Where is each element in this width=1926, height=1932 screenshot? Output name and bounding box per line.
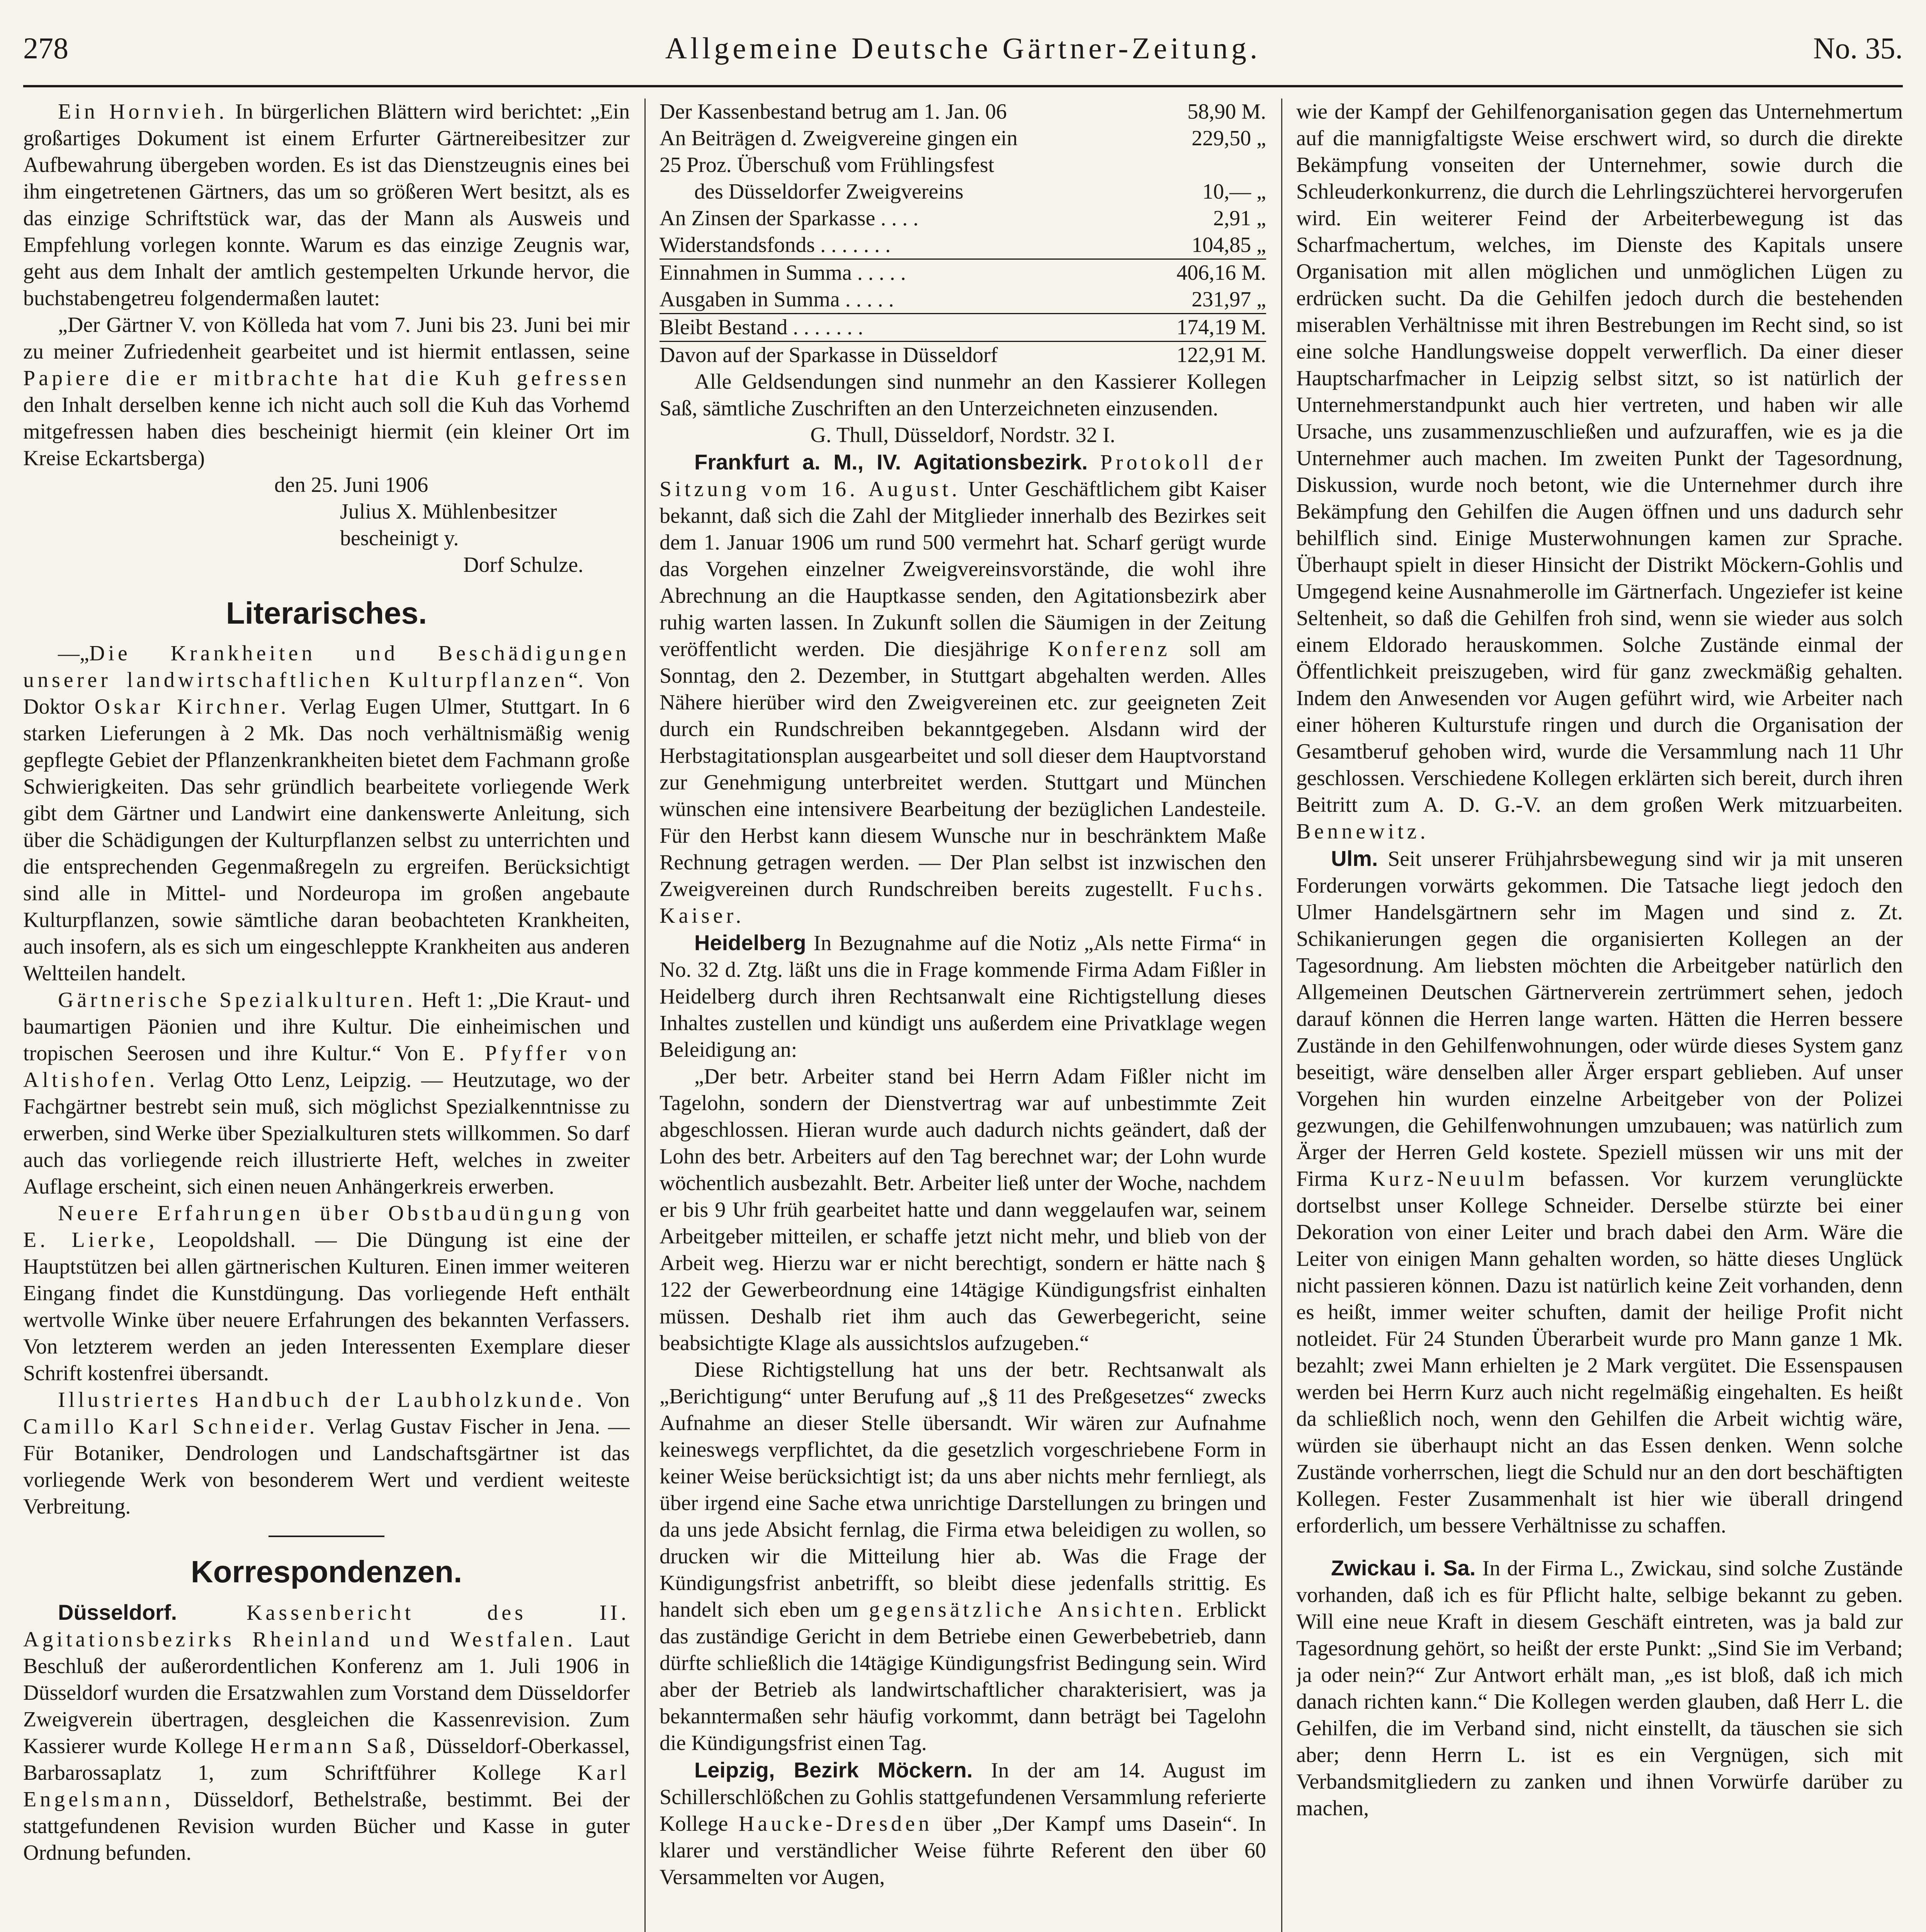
table-row: An Beiträgen d. Zweigvereine gingen ein 229,50 „ xyxy=(660,126,1266,150)
table-row: An Zinsen der Sparkasse . . . . 2,91 „ xyxy=(660,206,1266,230)
newspaper-page xyxy=(23,15,1903,1932)
section-divider xyxy=(269,1536,384,1537)
table-row: Bleibt Bestand . . . . . . . 174,19 M. xyxy=(660,314,1266,342)
quoted-certificate: „Der Gärtner V. von Kölleda hat vom 7. Juni bis 23. Juni bei mir zu meiner Zufriedenheit gearbeitet und ist hiermit entlassen, seine Papiere die er mitbrachte hat die Kuh gefressen den Inhalt derselben kenne ich nicht auch soll die Kuh das Vorhemd mitgefressen haben dies bescheinigt hiermit (ein kleiner Ort im Kreise Eckartsberga) xyxy=(23,313,630,470)
review-pfyffer: Gärtnerische Spezialkulturen. Heft 1: „Die Kraut- und baumartigen Päonien und ihre Kultur. Die einheimischen und tropischen Seerosen und ihre Kultur.“ Von E. Pfyffer von Altishofen. Verlag Otto Lenz, Leipzig. — Heutzutage, wo der Fachgärtner bestrebt sein muß, sich möglichst Spezialkenntnisse zu erwerben, sind Werke über Spezialkulturen stets willkommen. So darf auch das vorliegende reich illustrierte Heft, welches in zweiter Auflage erscheint, sich einen neuen Anhängerkreis erwerben. xyxy=(23,988,630,1199)
paragraph: Alle Geldsendungen sind nunmehr an den Kassierer Kollegen Saß, sämtliche Zuschriften an den Unterzeichneten einzusenden. xyxy=(660,370,1266,420)
article-hornvieh: Ein Hornvieh. In bürgerlichen Blättern wird berichtet: „Ein großartiges Dokument ist einem Erfurter Gärtnereibesitzer zur Aufbewahrung übergeben worden. Es ist das Dienstzeugnis eines bei ihm eingetretenen Gärtners, das um so größeren Wert besitzt, als es das einzige Schriftstück war, das der Mann als Ausweis und Empfehlung vorlegen konnte. Warum es das einzige Zeugnis war, geht aus dem Inhalt der amtlich gestempelten Urkunde hervor, die buchstabengetreu folgendermaßen lautet: xyxy=(23,100,630,310)
report-duesseldorf: Düsseldorf. Kassenbericht des II. Agitationsbezirks Rheinland und Westfalen. Laut Beschluß der außerordentlichen Konferenz am 1. Juli 1906 in Düsseldorf wurden die Ersatzwahlen zum Vorstand dem Düsseldorfer Zweigverein übertragen, desgleichen die Kassenrevision. Zum Kassierer wurde Kollege Hermann Saß, Düsseldorf-Oberkassel, Barbarossaplatz 1, zum Schriftführer Kollege Karl Engelsmann, Düsseldorf, Bethelstraße, bestimmt. Bei der stattgefundenen Revision wurden Bücher und Kasse in guter Ordnung befunden. xyxy=(23,1600,630,1865)
review-kirchner: —„Die Krankheiten und Beschädigungen unserer landwirtschaftlichen Kulturpflanzen“. Von Doktor Oskar Kirchner. Verlag Eugen Ulmer, Stuttgart. In 6 starken Lieferungen à 2 Mk. Das noch verhältnismäßig wenig gepflegte Gebiet der Pflanzenkrankheiten bietet dem Fachmann große Schwierigkeiten. Das sehr gründlich bearbeitete vorliegende Werk gibt dem Gärtner und Landwirt eine dankenswerte Anleitung, sich über die Schädigungen der Kulturpflanzen selbst zu unterrichten und die entsprechenden Gegenmaßregeln zu ergreifen. Berücksichtigt sind alle in Mittel- und Nordeuropa im großen angebaute Kulturpflanzen, sowie sämtliche daran beobachteten Krankheiten, auch insofern, als es sich um eingeschleppte Krankheiten aus anderen Weltteilen handelt. xyxy=(23,641,630,985)
report-heidelberg: Heidelberg In Bezugnahme auf die Notiz „Als nette Firma“ in No. 32 d. Ztg. läßt uns die in Frage kommende Firma Adam Fißler in Heidelberg durch ihren Rechtsanwalt eine Richtigstellung dieses Inhaltes zustellen und kündigt uns außerdem eine Privatklage wegen Beleidigung an: xyxy=(660,930,1266,1062)
column-divider xyxy=(1281,99,1282,1932)
report-frankfurt: Frankfurt a. M., IV. Agitationsbezirk. Protokoll der Sitzung vom 16. August. Unter Geschäftlichem gibt Kaiser bekannt, daß sich die Zahl der Mitglieder innerhalb des Bezirkes seit dem 1. Januar 1906 um rund 500 vermehrt hat. Scharf gerügt wurde das Vorgehen einzelner Zweigvereinsvorstände, die wohl ihre Abrechnung an die Hauptkasse senden, den Agitationsbezirk aber ruhig warten lassen. In Zukunft sollen die Säumigen in der Zeitung veröffentlicht werden. Die diesjährige Konferenz soll am Sonntag, den 2. Dezember, in Stuttgart abgehalten werden. Alles Nähere hierüber wird den Zweigvereinen etc. zur geeigneten Zeit durch ein Rundschreiben bekanntgegeben. Alsdann wird der Herbstagitationsplan ausgearbeitet und soll dieser dem Hauptvorstand zur Genehmigung unterbreitet werden. Stuttgart und München wünschen eine intensivere Bearbeitung der bezüglichen Landesteile. Für den Herbst kann diesem Wunsche nur in beschränktem Maße Rechnung getragen werden. — Der Plan selbst ist inzwischen den Zweigvereinen durch Rundschreiben bereits zugestellt. Fuchs. Kaiser. xyxy=(660,450,1266,928)
table-row: Ausgaben in Summa . . . . . 231,97 „ xyxy=(660,287,1266,311)
newspaper-title: Allgemeine Deutsche Gärtner-Zeitung. xyxy=(665,31,1261,65)
report-leipzig-continued: wie der Kampf der Gehilfenorganisation gegen das Unternehmertum auf die mannigfaltigste Weise erschwert wird, so durch die direkte Bekämpfung vonseiten der Unternehmer, sowie durch die Schleuderkonkurrenz, die durch die Lehrlingszüchterei hervorgerufen wird. Ein weiterer Feind der Arbeiterbewegung ist das Scharfmachertum, welches, im Dienste des Kapitals unsere Organisation mit allen möglichen und unmöglichen Lügen zu erdrücken sucht. Da die Gehilfen jedoch durch die bestehenden miserablen Verhältnisse mit ihren Bestrebungen im Recht sind, so ist eine solche Handlungsweise doppelt verwerflich. Da einer dieser Hauptscharfmacher in Leipzig selbst sitzt, so ist natürlich der Unternehmerstandpunkt auch hier vertreten, und haben wir alle Ursache, uns zusammenzuschließen und aufzuraffen, wie es ja die Unternehmer auch machen. Im zweiten Punkt der Tagesordnung, Diskussion, wurde noch betont, wie die Unternehmer durch ihre Bekämpfung den Gehilfen die Augen öffnen und uns dadurch sehr behilflich sind. Einige Musterwohnungen kamen zur Sprache. Überhaupt spielt in dieser Hinsicht der Distrikt Möckern-Gohlis und Umgegend keine Ausnahmerolle im Gärtnerfach. Ungeziefer ist keine Seltenheit, so daß die Gehilfen froh sind, wenn sie wieder aus solch einem Eldorado herauskommen. Solche Zustände einmal der Öffentlichkeit preiszugeben, wird für ganz zweckmäßig gehalten. Indem den Anwesenden vor Augen geführt wird, wie Arbeiter nach einer höheren Kulturstufe ringen und durch die Organisation der Gesamtberuf gehoben wird, wurde die Versammlung nach 11 Uhr geschlossen. Verschiedene Kollegen erklärten sich bereit, durch ihren Beitritt zum A. D. G.-V. an dem großen Werk mitzuarbeiten. Bennewitz. xyxy=(1296,100,1903,844)
issue-number: No. 35. xyxy=(1813,31,1903,65)
page-number: 278 xyxy=(23,31,68,65)
section-heading-literarisches: Literarisches. xyxy=(226,596,427,630)
review-schneider: Illustriertes Handbuch der Laubholzkunde. Von Camillo Karl Schneider. Verlag Gustav Fischer in Jena. — Für Botaniker, Dendrologen und Landschaftsgärtner ist das vorliegende Werk von besonderem Wert und verdient weiteste Verbreitung. xyxy=(23,1388,630,1519)
page-header xyxy=(23,15,1903,81)
section-heading-korrespondenzen: Korrespondenzen. xyxy=(190,1554,462,1589)
table-row: Davon auf der Sparkasse in Düsseldorf 122,91 M. xyxy=(660,342,1266,369)
signature: G. Thull, Düsseldorf, Nordstr. 32 I. xyxy=(810,423,1115,447)
table-row: des Düsseldorfer Zweigvereins 10,— „ xyxy=(694,180,1266,204)
report-ulm: Ulm. Seit unserer Frühjahrsbewegung sind wir ja mit unseren Forderungen vorwärts gekommen. Die Tatsache liegt jedoch den Ulmer Handelsgärtnern sehr im Magen und sind z. Zt. Schikanierungen gegen die organisierten Kollegen an der Tagesordnung. Am liebsten möchten die Arbeitgeber natürlich den Allgemeinen Deutschen Gärtnerverein zertrümmert sehen, jedoch darauf können die Herren lange warten. Hätten die Herren bessere Zustände in den Gehilfenwohnungen, oder würde dieses System ganz beseitigt, wäre denselben aller Ärger erspart geblieben. Auf unser Vorgehen hin wurden einzelne Arbeitgeber von der Polizei gezwungen, die Gehilfenwohnungen umzubauen; was natürlich zum Ärger der Herren Geld kostete. Speziell müssen wir uns mit der Firma Kurz-Neuulm befassen. Vor kurzem verunglückte dortselbst unser Kollege Schneider. Derselbe stürzte bei einer Dekoration von einer Leiter und brach dabei den Arm. Wäre die Leiter von einigen Mann gehalten worden, so hätte dieses Unglück nicht passieren können. Dazu ist natürlich keine Zeit vorhanden, denn es heißt, immer weiter schuften, damit der heilige Profit nicht notleidet. Für 24 Stunden Überarbeit wurde pro Mann ganze 1 Mk. bezahlt; zwei Mann erhielten je 2 Mark vergütet. Die Essenspausen werden bei Herrn Kurz auch nicht regelmäßig eingehalten. Es heißt da schließlich noch, wenn den Gehilfen die Arbeit wichtig wäre, würden sie überhaupt nicht an das Essen denken. Wenn solche Zustände vorherrschen, liegt die Schuld nur an den dort beschäftigten Kollegen. Fester Zusammenhalt ist hier wie überall dringend erforderlich, um bessere Verhältnisse zu schaffen. xyxy=(1296,846,1903,1537)
table-row: 25 Proz. Überschuß vom Frühlingsfest xyxy=(660,153,994,177)
column-divider xyxy=(644,99,646,1932)
table-row: Einnahmen in Summa . . . . . 406,16 M. xyxy=(660,259,1266,287)
report-zwickau: Zwickau i. Sa. In der Firma L., Zwickau, sind solche Zustände vorhanden, daß ich es für Pflicht halte, selbige bekannt zu geben. Will eine neue Kraft in diesem Geschäft eintreten, was ja bald zur Tagesordnung gehört, so heißt der erste Punkt: „Sind Sie im Verband; ja oder nein?“ Zur Antwort erhält man, „es ist bloß, daß ich mich danach richten kann.“ Die Kollegen werden glauben, daß Herr L. die Gehilfen, die im Verband sind, nicht einstellt, da täuschen sie sich aber; denn Herrn L. ist es ein Vergnügen, sich mit Verbandsmitgliedern zu zanken und ihnen Vorwürfe darüber zu machen, xyxy=(1296,1556,1903,1820)
column-1 xyxy=(23,99,630,1932)
quoted-correction: „Der betr. Arbeiter stand bei Herrn Adam Fißler nicht im Tagelohn, sondern der Dienstvertrag war auf unbestimmte Zeit abgeschlossen. Hieran wurde auch dadurch nichts geändert, daß der Lohn des betr. Arbeiters auf den Tag berechnet war; der Lohn wurde wöchentlich ausbezahlt. Betr. Arbeiter ließ unter der Woche, nachdem er bis 9 Uhr früh gearbeitet hatte und dann weggelaufen war, seinem Arbeitgeber mitteilen, er schaffe jetzt nicht mehr, und blieb von der Arbeit weg. Hierzu war er nicht berechtigt, sondern er hätte nach § 122 der Gewerbeordnung eine 14tägige Kündigungsfrist einhalten müssen. Deshalb riet ihm auch das Gewerbegericht, seine beabsichtigte Klage als aussichtslos aufzugeben.“ xyxy=(660,1065,1266,1355)
column-3 xyxy=(1296,99,1903,1932)
column-2 xyxy=(660,99,1266,1932)
table-row: Der Kassenbestand betrug am 1. Jan. 06 58,90 M. xyxy=(660,100,1266,124)
table-row: Widerstandsfonds . . . . . . . 104,85 „ xyxy=(660,233,1266,257)
report-leipzig: Leipzig, Bezirk Möckern. In der am 14. August im Schillerschlößchen zu Gohlis stattgefundenen Versammlung referierte Kollege Haucke-Dresden über „Der Kampf ums Dasein“. In klarer und verständlicher Weise führte Referent den über 60 Versammelten vor Augen, xyxy=(660,1758,1266,1889)
review-lierke: Neuere Erfahrungen über Obstbaudüngung von E. Lierke, Leopoldshall. — Die Düngung ist eine der Hauptstützen bei allen gärtnerischen Kulturen. Einen immer weiteren Eingang findet die Kunstdüngung. Das vorliegende Heft enthält wertvolle Winke über neuere Erfahrungen des bekannten Verfassers. Von letzterem werden an jeden Interessenten Exemplare dieser Schrift kostenfrei übersandt. xyxy=(23,1201,630,1385)
certificate-signature: bescheinigt y. xyxy=(340,526,459,550)
header-rule xyxy=(23,85,1903,87)
certificate-date: den 25. Juni 1906 xyxy=(274,473,428,497)
certificate-signature: Julius X. Mühlenbesitzer xyxy=(340,500,557,524)
paragraph: Diese Richtigstellung hat uns der betr. Rechtsanwalt als „Berichtigung“ unter Berufung auf „§ 11 des Preßgesetzes“ zwecks Aufnahme an dieser Stelle übersandt. Wir wären zur Aufnahme keineswegs verpflichtet, da die gesetzlich vorgeschriebene Form in keiner Weise berücksichtigt ist; da uns aber nichts mehr fernliegt, als über irgend eine Sache etwa unrichtige Darstellungen zu bringen und da uns jede Absicht fernlag, die Firma etwa beleidigen zu wollen, so drucken wir die Mitteilung hier ab. Was die Frage der Kündigungsfrist anbetrifft, so bleibt diese jedenfalls strittig. Es handelt sich eben um gegensätzliche Ansichten. Erblickt das zuständige Gericht in dem Betriebe einen Gewerbebetrieb, dann dürfte schließlich die 14tägige Kündigungsfrist Bedingung sein. Wird aber der Betrieb als landwirtschaftlicher charakterisiert, was ja bekanntermaßen sehr häufig vorkommt, dann beträgt bei Tagelohn die Kündigungsfrist einen Tag. xyxy=(660,1358,1266,1755)
cash-report-table xyxy=(660,99,1266,369)
certificate-signature: Dorf Schulze. xyxy=(463,553,583,577)
